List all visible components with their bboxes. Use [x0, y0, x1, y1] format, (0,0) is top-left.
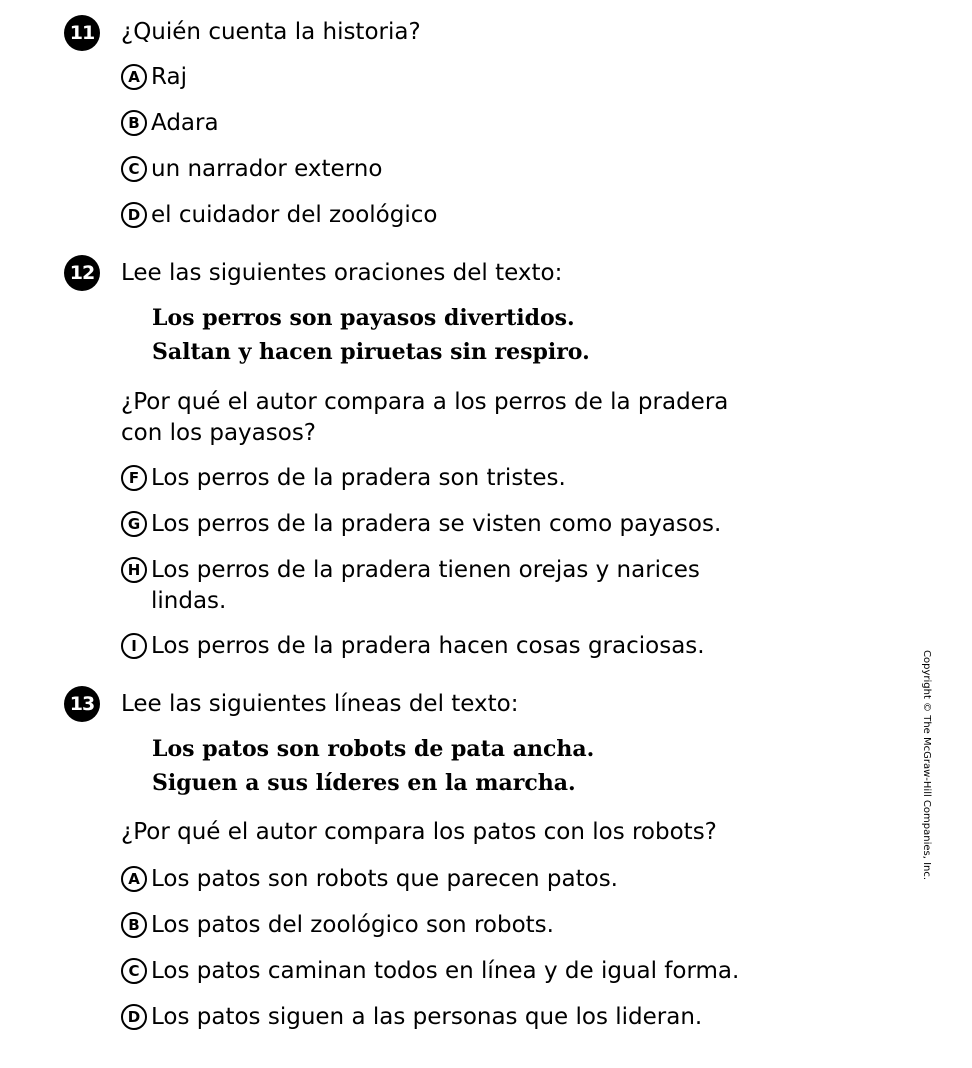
option-text: Los patos siguen a las personas que los lideran.: [151, 1004, 703, 1030]
q13-option-c[interactable]: [121, 956, 739, 987]
option-text: Los patos del zoológico son robots.: [151, 912, 554, 938]
option-text: Los patos son robots que parecen patos.: [151, 866, 618, 892]
option-text: un narrador externo: [151, 156, 383, 182]
question-number-13: 13: [64, 686, 100, 722]
question-12-text-line1: ¿Por qué el autor compara a los perros de la pradera: [121, 389, 729, 415]
option-letter-circle: C: [121, 156, 147, 182]
option-letter-circle: B: [121, 912, 147, 938]
option-text: Adara: [151, 110, 219, 136]
quote-line: Saltan y hacen piruetas sin respiro.: [152, 339, 590, 365]
option-text: Los perros de la pradera se visten como payasos.: [151, 511, 722, 537]
quote-line: Siguen a sus líderes en la marcha.: [152, 770, 576, 796]
q12-option-h[interactable]: [121, 555, 700, 617]
option-letter-circle: A: [121, 866, 147, 892]
question-13-intro: Lee las siguientes líneas del texto:: [121, 691, 519, 717]
q13-option-d[interactable]: [121, 1002, 702, 1033]
question-11-text: ¿Quién cuenta la historia?: [121, 19, 421, 45]
option-text: Los perros de la pradera hacen cosas graciosas.: [151, 633, 705, 659]
q13-option-b[interactable]: [121, 910, 554, 941]
question-13-text: ¿Por qué el autor compara los patos con los robots?: [121, 819, 717, 845]
quote-line: Los perros son payasos divertidos.: [152, 305, 575, 331]
question-12-text-line2: con los payasos?: [121, 420, 317, 446]
q11-option-a[interactable]: [121, 62, 187, 93]
q13-option-a[interactable]: [121, 864, 618, 895]
q12-option-f[interactable]: [121, 463, 566, 494]
question-13-quote: [152, 732, 594, 800]
option-letter-circle: C: [121, 958, 147, 984]
option-text-line: lindas.: [151, 588, 227, 614]
option-letter-circle: I: [121, 633, 147, 659]
q12-option-g[interactable]: [121, 509, 721, 540]
q11-option-c[interactable]: [121, 154, 382, 185]
option-letter-circle: G: [121, 511, 147, 537]
copyright-notice: [918, 650, 932, 880]
q11-option-b[interactable]: [121, 108, 219, 139]
option-letter-circle: D: [121, 1004, 147, 1030]
option-text-line: Los perros de la pradera tienen orejas y narices: [151, 557, 700, 583]
question-12-intro: Lee las siguientes oraciones del texto:: [121, 260, 563, 286]
question-number-11: 11: [64, 15, 100, 51]
option-letter-circle: B: [121, 110, 147, 136]
option-text: Los patos caminan todos en línea y de igual forma.: [151, 958, 740, 984]
option-text: Raj: [151, 64, 187, 90]
option-letter-circle: A: [121, 64, 147, 90]
option-text: Los perros de la pradera son tristes.: [151, 465, 566, 491]
copyright-text: Copyright © The McGraw-Hill Companies, Inc.: [921, 650, 932, 881]
quote-line: Los patos son robots de pata ancha.: [152, 736, 595, 762]
option-letter-circle: F: [121, 465, 147, 491]
question-12-quote: [152, 301, 590, 369]
option-text: [151, 555, 700, 617]
option-text: el cuidador del zoológico: [151, 202, 438, 228]
option-letter-circle: D: [121, 202, 147, 228]
q11-option-d[interactable]: [121, 200, 437, 231]
option-letter-circle: H: [121, 557, 147, 583]
q12-option-i[interactable]: [121, 631, 705, 662]
question-number-12: 12: [64, 255, 100, 291]
